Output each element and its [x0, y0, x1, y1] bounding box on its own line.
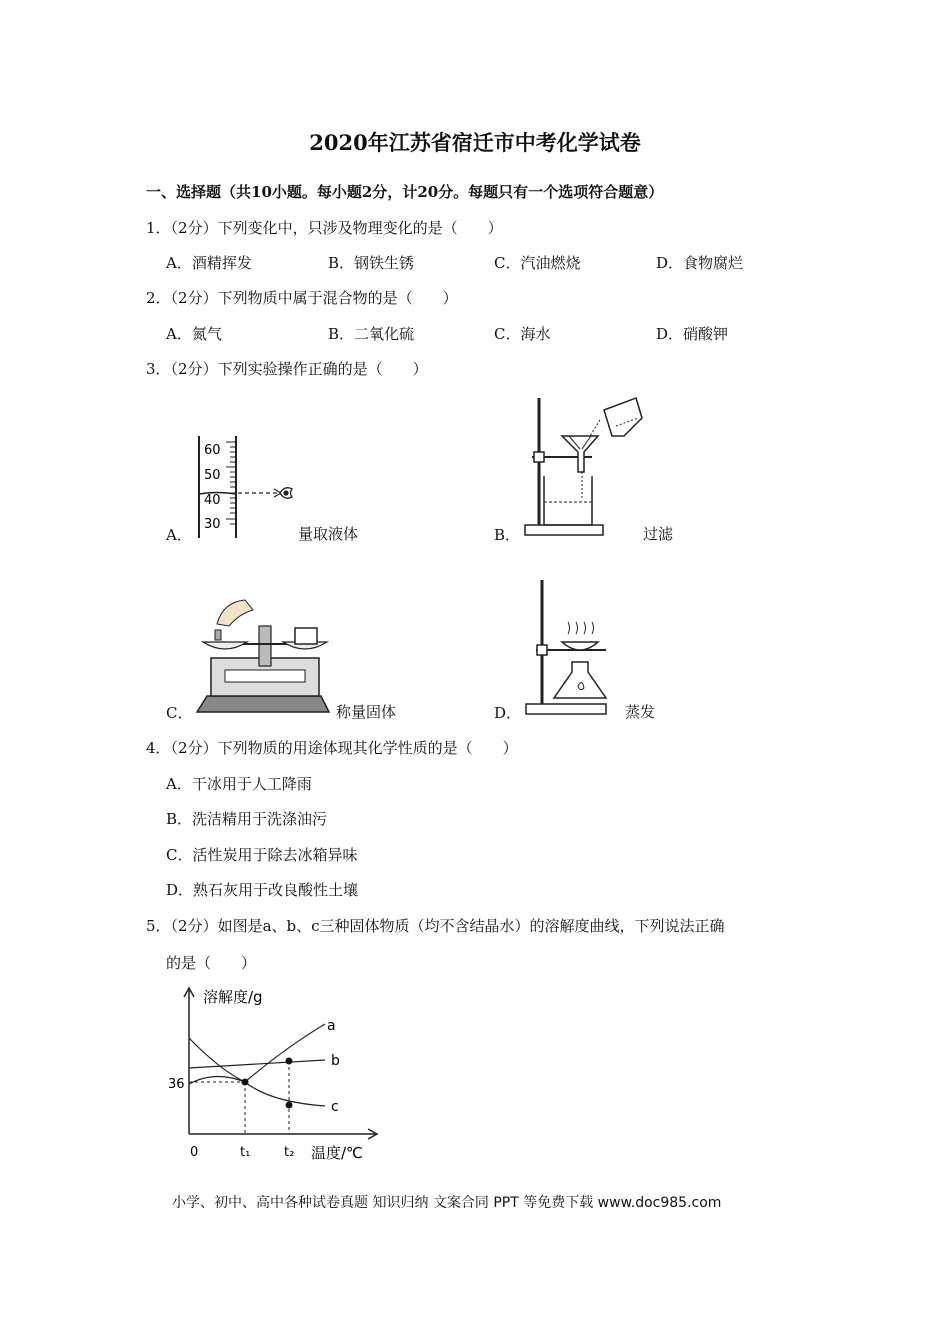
- q3-option-b: B．: [494, 526, 521, 544]
- intersection-point-t2: [286, 1058, 293, 1065]
- q2-option-b: B．二氧化硫: [328, 325, 415, 343]
- q4-option-c: C．活性炭用于除去冰箱异味: [166, 846, 358, 864]
- question-4: 4．（2分）下列物质的用途体现其化学性质的是（ ）: [146, 739, 518, 757]
- graph-ylabel: 溶解度/g: [203, 988, 263, 1006]
- q3-caption-b: 过滤: [643, 525, 674, 543]
- filtration-figure: [520, 392, 645, 540]
- balance-figure: [195, 596, 335, 718]
- question-5-continued: 的是（ ）: [166, 954, 257, 972]
- question-2: 2．（2分）下列物质中属于混合物的是（ ）: [146, 289, 458, 307]
- q1-option-b: B．钢铁生锈: [328, 254, 415, 272]
- graph-y-36: 36: [168, 1077, 185, 1092]
- q2-option-d: D．硝酸钾: [656, 325, 729, 343]
- cylinder-tick-30: 30: [204, 517, 221, 532]
- curve-label-c: c: [331, 1099, 339, 1115]
- q4-option-a: A．干冰用于人工降雨: [166, 775, 312, 793]
- graph-t2: t₂: [284, 1145, 295, 1160]
- intersection-point-t1: [242, 1079, 249, 1086]
- curve-label-a: a: [327, 1018, 336, 1034]
- q2-option-a: A．氮气: [166, 325, 222, 343]
- q3-caption-a: 量取液体: [298, 525, 359, 543]
- q1-option-d: D．食物腐烂: [656, 254, 744, 272]
- q3-option-a: A．: [166, 526, 192, 544]
- evaporation-figure: [518, 578, 628, 718]
- curve-label-b: b: [331, 1053, 340, 1069]
- graduated-cylinder-figure: [190, 432, 300, 540]
- page-title: 2020年江苏省宿迁市中考化学试卷: [309, 130, 641, 155]
- q1-option-a: A．酒精挥发: [166, 254, 252, 272]
- q2-option-c: C．海水: [494, 325, 551, 343]
- q3-option-d: D．: [494, 704, 522, 722]
- footer-text: 小学、初中、高中各种试卷真题 知识归纳 文案合同 PPT 等免费下载 www.doc985.com: [172, 1195, 722, 1211]
- graph-t1: t₁: [240, 1145, 251, 1160]
- q3-caption-c: 称量固体: [336, 703, 397, 721]
- cylinder-tick-60: 60: [204, 443, 221, 458]
- q4-option-d: D．熟石灰用于改良酸性土壤: [166, 881, 359, 899]
- eye-icon: [280, 488, 292, 499]
- q3-option-c: C．: [166, 704, 193, 722]
- solubility-graph: [165, 984, 385, 1164]
- question-3: 3．（2分）下列实验操作正确的是（ ）: [146, 360, 428, 378]
- cylinder-tick-50: 50: [204, 468, 221, 483]
- q4-option-b: B．洗洁精用于洗涤油污: [166, 810, 328, 828]
- cylinder-tick-40: 40: [204, 493, 221, 508]
- section-heading: 一、选择题（共10小题。每小题2分，计20分。每题只有一个选项符合题意）: [146, 183, 664, 201]
- graph-origin: 0: [190, 1145, 199, 1160]
- question-1: 1．（2分）下列变化中，只涉及物理变化的是（ ）: [146, 219, 503, 237]
- curve-c-point-t2: [286, 1102, 293, 1109]
- curve-b: [189, 1060, 325, 1068]
- graph-xlabel: 温度/℃: [311, 1144, 363, 1162]
- q3-caption-d: 蒸发: [625, 703, 656, 721]
- curve-a: [189, 1024, 325, 1084]
- q1-option-c: C．汽油燃烧: [494, 254, 581, 272]
- question-5: 5．（2分）如图是a、b、c三种固体物质（均不含结晶水）的溶解度曲线，下列说法正确: [146, 917, 725, 935]
